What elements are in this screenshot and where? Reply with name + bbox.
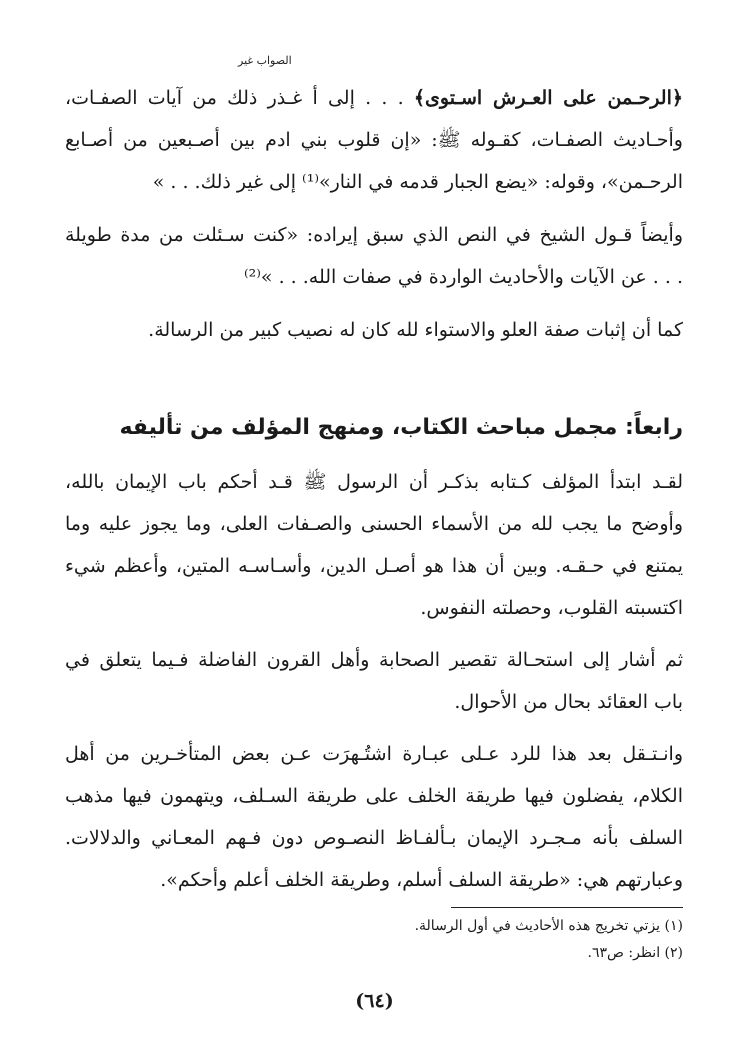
- paragraph-5-line-2: باب العقائد بحال من الأحوال.: [454, 691, 683, 713]
- paragraph-6-line-2: الكلام، يفضلون فيها طريقة الخلف على طريقة السـلف، ويتهمون فيها مذهب: [65, 785, 683, 807]
- quran-quote: ﴿الرحـمن على العـرش اسـتوى﴾: [413, 87, 683, 109]
- paragraph-1-line-1-text: . . . إلى أ غـذر ذلك من آيات الصفـات،: [65, 87, 414, 109]
- paragraph-4-line-1: لقـد ابتدأ المؤلف كـتابه بذكـر أن الرسول ﷺ قـد أحكم باب الإيمان بالله،: [65, 471, 683, 493]
- paragraph-1-line-2: وأحـاديث الصفـات، كقـوله ﷺ: «إن قلوب بني ادم بين أصـبعين من أصـابع: [65, 129, 683, 151]
- paragraph-6-line-1: وانـتـقل بعد هذا للرد عـلى عبـارة اشتُـهرَت عـن بعض المتأخـرين من أهل: [65, 743, 683, 765]
- paragraph-4-line-4: اكتسبته القلوب، وحصلته النفوس.: [420, 597, 683, 619]
- paragraph-2-line-2: . . . عن الآيات والأحاديث الواردة في صفات الله. . . »⁽²⁾: [243, 266, 683, 288]
- section-heading: رابعاً: مجمل مباحث الكتاب، ومنهج المؤلف من تأليفه: [119, 415, 683, 440]
- footnote-2: (٢) انظر: ص٦٣.: [587, 945, 683, 961]
- paragraph-2-line-1: وأيضاً قـول الشيخ في النص الذي سبق إيراده: «كنت سـئلت من مدة طويلة: [65, 224, 683, 246]
- paragraph-6-line-3: السلف بأنه مـجـرد الإيمان بـألفـاظ النصـوص دون فـهم المعـاني والدلالات.: [65, 827, 683, 849]
- paragraph-4-line-3: يمتنع في حـقـه. وبين أن هذا هو أصـل الدين، وأسـاسـه المتين، وأعظم شيء: [65, 555, 683, 577]
- footnote-1: (١) يزتي تخريج هذه الأحاديث في أول الرسالة.: [414, 918, 683, 934]
- paragraph-6-line-4: وعبارتهم هي: «طريقة السلف أسلم، وطريقة الخلف أعلم وأحكم».: [160, 869, 683, 891]
- handwritten-margin-note: الصواب غير: [238, 54, 292, 67]
- paragraph-4-line-2: وأوضح ما يجب لله من الأسماء الحسنى والصـفات العلى، وما يجوز عليه وما: [65, 513, 683, 535]
- paragraph-5-line-1: ثم أشار إلى استحـالة تقصير الصحابة وأهل القرون الفاضلة فـيما يتعلق في: [65, 649, 683, 671]
- paragraph-1-line-3: الرحـمن»، وقوله: «يضع الجبار قدمه في النار»⁽¹⁾ إلى غير ذلك. . . »: [152, 171, 683, 193]
- paragraph-1-line-1: [65, 84, 683, 112]
- footnote-divider: [451, 907, 683, 908]
- paragraph-3-line-1: كما أن إثبات صفة العلو والاستواء لله كان له نصيب كبير من الرسالة.: [148, 319, 683, 341]
- page-number: (٦٤): [355, 990, 394, 1012]
